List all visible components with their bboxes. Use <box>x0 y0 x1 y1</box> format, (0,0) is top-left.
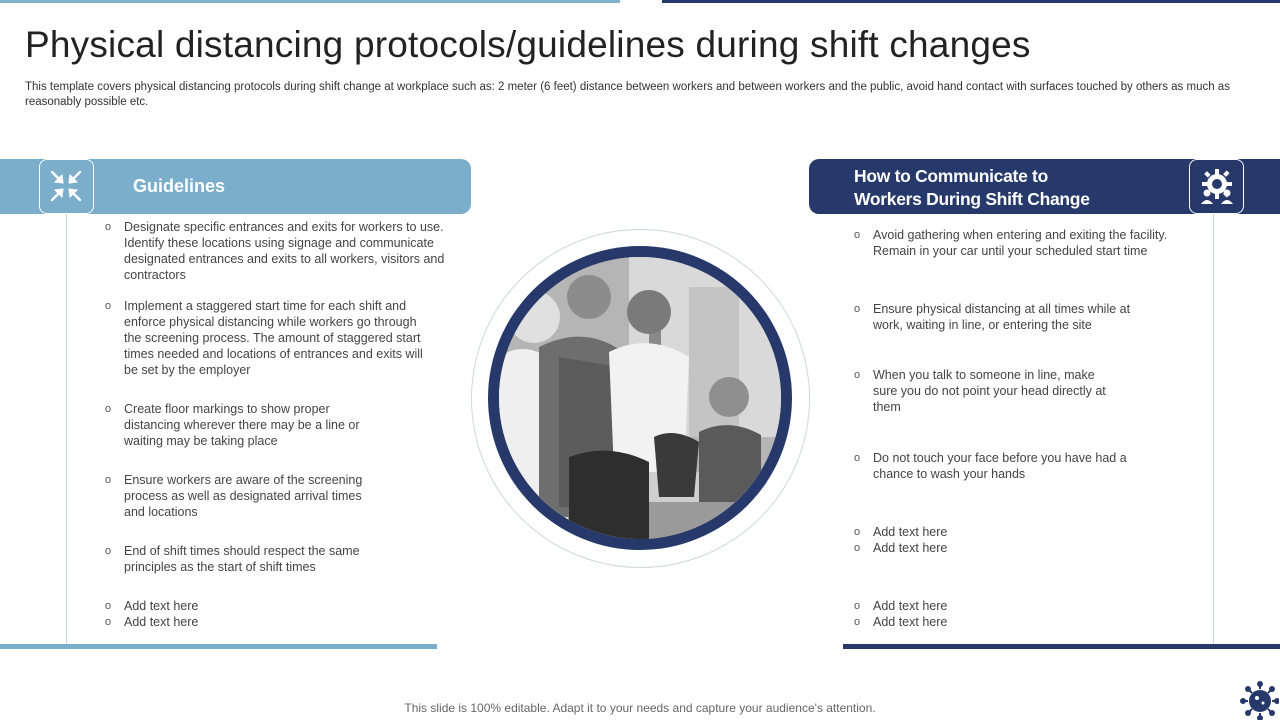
communicate-bullet: o Add text here <box>854 615 948 629</box>
top-accent-bar-left <box>0 0 620 3</box>
guideline-bullet: o Ensure workers are aware of the screening process as well as designated arrival times and locations <box>105 473 363 519</box>
guideline-bullet: o Add text here <box>105 599 199 613</box>
communicate-bullet: o Do not touch your face before you have had a chance to wash your hands <box>854 451 1127 481</box>
guideline-bullet: o End of shift times should respect the same principles as the start of shift times <box>105 544 360 574</box>
communicate-bullet: o Add text here <box>854 525 948 539</box>
team-photo <box>499 257 781 539</box>
guideline-bullet: o Implement a staggered start time for each shift and enforce physical distancing while workers go through the screening process. The amount of staggered start times needed and locations of entrances and exits will be set by the employer <box>105 299 423 377</box>
slide-subtitle: This template covers physical distancing protocols during shift change at workplace such as: 2 meter (6 feet) distance between workers and between workers and the public, avoid hand contact with surfaces touched by others as much as reasonably possible etc. <box>25 81 1230 108</box>
slide-footer-note: This slide is 100% editable. Adapt it to your needs and capture your audience's attention. <box>404 701 876 715</box>
gear-people-icon <box>1190 160 1242 212</box>
right-bottom-bar <box>843 644 1280 649</box>
guidelines-icon-box <box>39 159 94 214</box>
arrows-inward-icon <box>40 160 92 212</box>
team-photo-illustration <box>499 257 781 539</box>
communicate-bullet: o Ensure physical distancing at all times while at work, waiting in line, or entering the site <box>854 302 1131 332</box>
virus-icon <box>1239 680 1279 720</box>
communicate-bullet: o Add text here <box>854 541 948 555</box>
communicate-bullet: o Add text here <box>854 599 948 613</box>
guideline-bullet: o Add text here <box>105 615 199 629</box>
guidelines-header-title: Guidelines <box>133 176 226 196</box>
left-bottom-bar <box>0 644 437 649</box>
slide-title: Physical distancing protocols/guidelines during shift changes <box>25 24 1031 65</box>
left-divider-line <box>66 214 67 644</box>
communicate-header-title: How to Communicate to Workers During Shift Change <box>854 166 1090 209</box>
top-accent-bar-right <box>662 0 1280 3</box>
guideline-bullet: o Designate specific entrances and exits for workers to use. Identify these locations using signage and communicate designated entrances and exits to all workers, visitors and contractors <box>105 220 445 282</box>
communicate-bullet: o Avoid gathering when entering and exiting the facility. Remain in your car until your scheduled start time <box>854 228 1168 258</box>
right-divider-line <box>1213 214 1214 644</box>
communicate-bullet: o When you talk to someone in line, make sure you do not point your head directly at them <box>854 368 1106 414</box>
guideline-bullet: o Create floor markings to show proper distancing wherever there may be a line or waiting may be taking place <box>105 402 360 448</box>
communicate-icon-box <box>1189 159 1244 214</box>
